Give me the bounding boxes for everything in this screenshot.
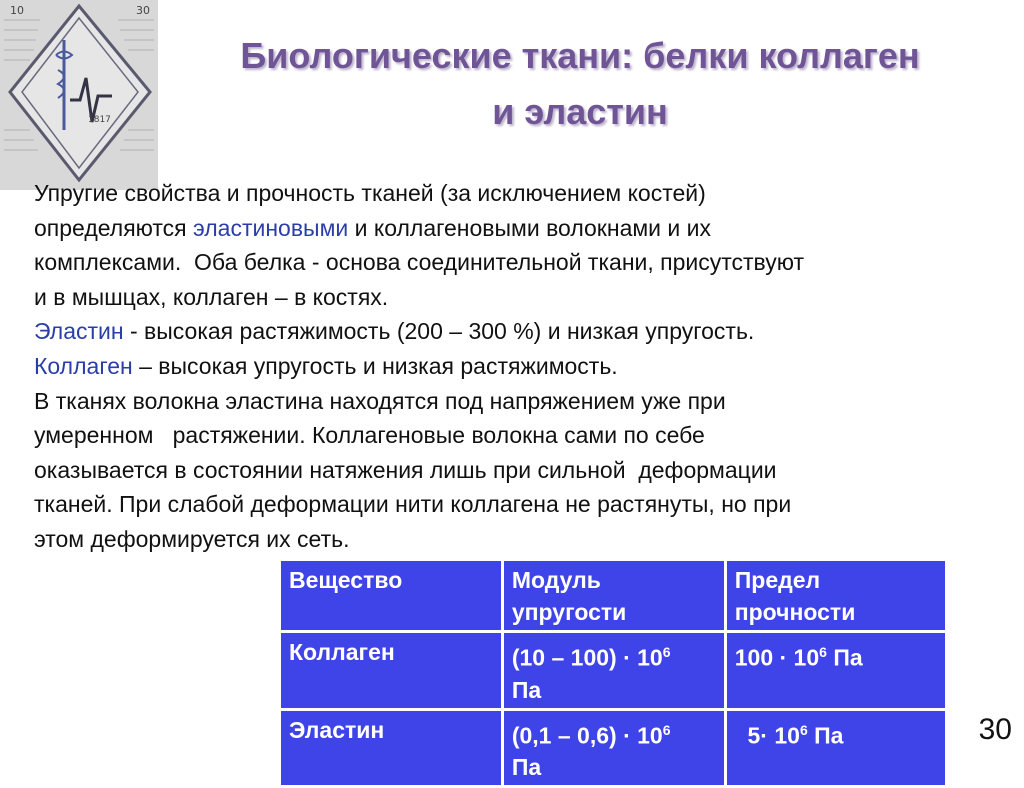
strength-value: 5· 10	[734, 722, 800, 749]
properties-table	[278, 558, 948, 788]
table-row	[281, 633, 945, 708]
highlight-collagen: Коллаген	[34, 352, 133, 379]
modulus-unit: Па	[511, 754, 542, 781]
modulus-exponent: 6	[662, 721, 671, 738]
body-line	[34, 349, 1004, 384]
cell-strength	[727, 633, 945, 708]
cell-substance: Коллаген	[281, 633, 501, 708]
strength-unit: Па	[826, 644, 863, 671]
body-line: и в мышцах, коллаген – в костях.	[34, 283, 389, 310]
table-header-row	[281, 561, 945, 630]
page-number: 30	[978, 713, 1012, 746]
strength-unit: Па	[807, 722, 844, 749]
logo-number-right: 30	[136, 4, 150, 17]
cell-strength	[727, 711, 945, 786]
header-strength: Предел прочности	[727, 561, 945, 630]
body-line: этом деформируется их сеть.	[34, 525, 350, 552]
university-seal-logo	[0, 0, 158, 190]
body-line: комплексами. Оба белка - основа соединительной ткани, присутствуют	[34, 249, 805, 276]
modulus-value: (0,1 – 0,6) · 10	[511, 722, 663, 749]
table-row	[281, 711, 945, 786]
body-line: оказывается в состоянии натяжения лишь при сильной деформации	[34, 456, 777, 483]
logo-number-left: 10	[10, 4, 24, 17]
body-text-run: - высокая растяжимость (200 – 300 %) и низкая упругость.	[123, 318, 755, 345]
body-line: умеренном растяжении. Коллагеновые волокна сами по себе	[34, 422, 705, 449]
slide-title	[160, 28, 1000, 140]
strength-exponent: 6	[799, 721, 808, 738]
cell-modulus	[504, 633, 724, 708]
body-text-run: – высокая упругость и низкая растяжимость.	[132, 352, 618, 379]
highlight-elastin-fibers: эластиновыми	[193, 214, 349, 241]
body-line: Упругие свойства и прочность тканей (за исключением костей)	[34, 180, 706, 206]
seal-emblem-icon	[0, 0, 158, 190]
modulus-unit: Па	[511, 676, 542, 703]
highlight-elastin: Эластин	[34, 318, 124, 345]
body-line: тканей. При слабой деформации нити коллагена не растянуты, но при	[34, 491, 792, 518]
body-line: В тканях волокна эластина находятся под напряжением уже при	[34, 387, 726, 414]
logo-year: 1817	[88, 115, 111, 125]
body-text	[34, 176, 1004, 557]
cell-modulus	[504, 711, 724, 786]
header-modulus: Модуль упругости	[504, 561, 724, 630]
title-line-2: и эластин	[492, 91, 668, 132]
body-line	[34, 314, 1004, 349]
modulus-exponent: 6	[662, 644, 671, 660]
strength-exponent: 6	[819, 644, 827, 660]
title-line-1: Биологические ткани: белки коллаген	[240, 35, 920, 76]
cell-substance: Эластин	[281, 711, 501, 786]
body-text-run: и коллагеновыми волокнами и их	[348, 214, 711, 241]
body-text-run: определяются	[34, 214, 194, 241]
body-line	[34, 211, 1004, 246]
header-substance: Вещество	[281, 561, 501, 630]
modulus-value: (10 – 100) · 10	[511, 644, 663, 671]
strength-value: 100 · 10	[734, 644, 820, 671]
